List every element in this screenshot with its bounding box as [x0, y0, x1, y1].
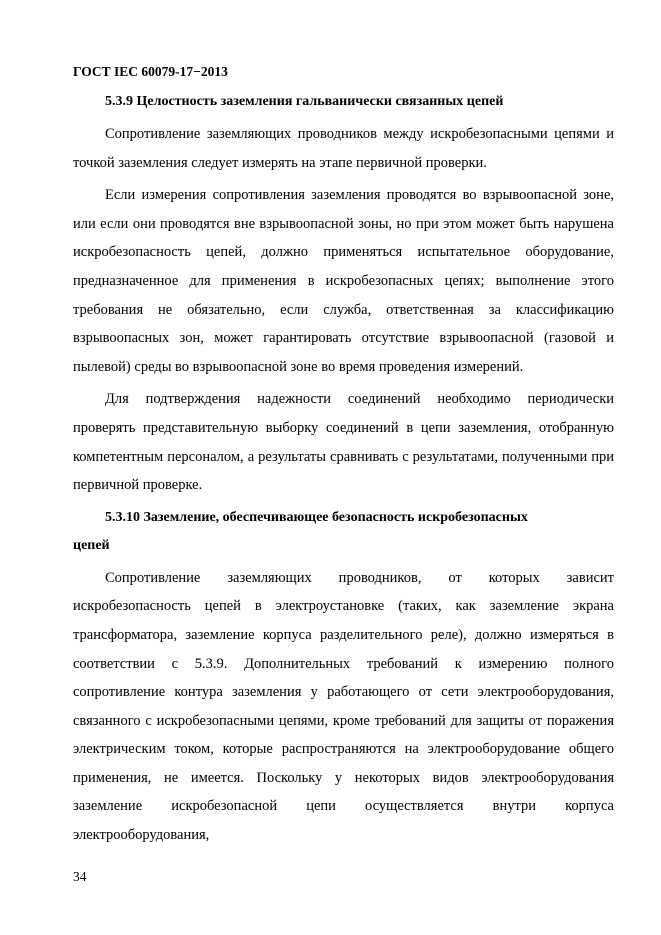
- document-header: ГОСТ IEC 60079-17−2013: [73, 64, 228, 79]
- paragraph: Для подтверждения надежности соединений необходимо периодически проверять представительную выборку соединений в цепи заземления, отобранную компетентным персоналом, а результаты сравнивать с результатами, полученными при первичной проверке.: [73, 391, 614, 494]
- section-heading-line: 5.3.10 Заземление, обеспечивающее безопасность искробезопасных: [105, 509, 528, 525]
- section-heading-5-3-10: [73, 504, 614, 560]
- paragraph: Если измерения сопротивления заземления проводятся во взрывоопасной зоне, или если они проводятся вне взрывоопасной зоны, но при этом может быть нарушена искробезопасность цепей, должно применяться испытательное оборудование, предназначенное для применения в искробезопасных цепях; выполнение этого требования не обязательно, если служба, ответственная за классификацию взрывоопасных зон, может гарантировать отсутствие взрывоопасной (газовой и пылевой) среды во взрывоопасной зоне во время проведения измерений.: [73, 187, 614, 375]
- document-body: [73, 88, 614, 850]
- section-heading-5-3-9: 5.3.9 Целостность заземления гальванически связанных цепей: [105, 94, 504, 109]
- paragraph: Сопротивление заземляющих проводников между искробезопасными цепями и точкой заземления следует измерять на этапе первичной проверки.: [73, 126, 614, 171]
- paragraph: Сопротивление заземляющих проводников, от которых зависит искробезопасность цепей в электроустановке (таких, как заземление экрана трансформатора, заземление корпуса разделительного реле), должно измеряться в соответствии с 5.3.9. Дополнительных требований к измерению полного сопротивление контура заземления у работающего от сети электрооборудования, связанного с искробезопасными цепями, кроме требований для защиты от поражения электрическим током, которые распространяются на электрооборудование общего применения, не имеется. Поскольку у некоторых видов электрооборудования заземление искробезопасной цепи осуществляется внутри корпуса электрооборудования,: [73, 569, 614, 844]
- page-number: 34: [73, 869, 87, 884]
- section-heading-line: цепей: [73, 537, 110, 553]
